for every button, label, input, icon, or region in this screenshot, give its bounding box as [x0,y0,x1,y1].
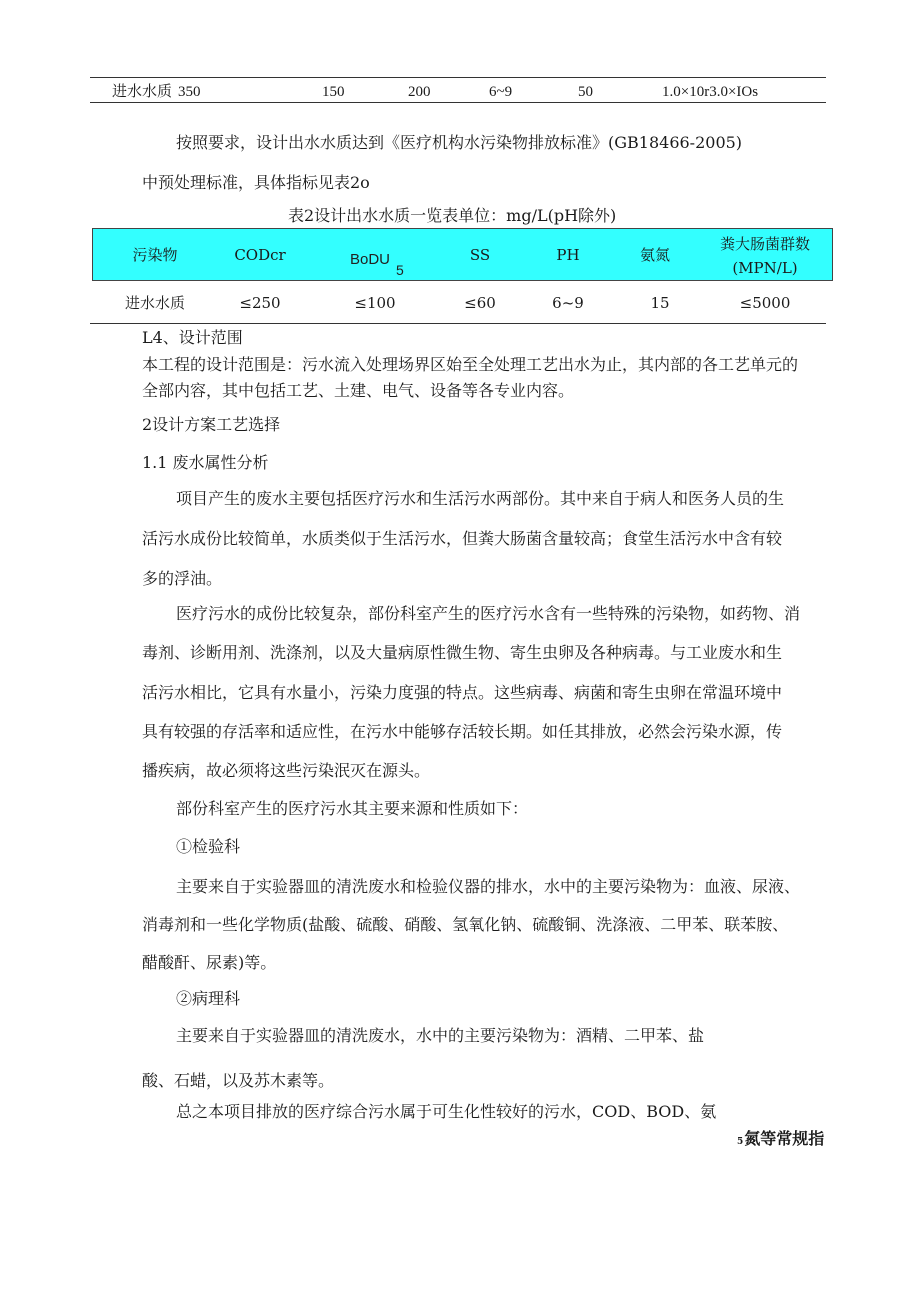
table2-caption: 表2设计出水水质一览表单位：mg/L(pH除外) [288,206,617,225]
table2-cell: 6~9 [552,294,584,312]
table2-header-cell: CODcr [234,246,286,264]
paragraph: 醋酸酐、尿素)等。 [142,953,277,972]
paragraph: 主要来自于实验器皿的清洗废水和检验仪器的排水，水中的主要污染物为：血液、尿液、 [176,877,801,896]
paragraph-tail-text: 氮等常规指 [744,1129,825,1148]
table1-top-rule [90,77,826,78]
paragraph: 具有较强的存活率和适应性，在污水中能够存活较长期。如任其排放，必然会污染水源，传 [142,722,783,741]
table2-cell: 15 [650,294,670,312]
table1-cell: 6~9 [489,84,513,100]
paragraph: 医疗污水的成份比较复杂，部份科室产生的医疗污水含有一些特殊的污染物，如药物、消 [176,604,801,623]
paragraph: 本工程的设计范围是：污水流入处理场界区始至全处理工艺出水为止，其内部的各工艺单元的 [142,355,799,374]
table1-bottom-rule [90,102,826,103]
table1-cell: 150 [322,84,345,100]
paragraph: 酸、石蜡，以及苏木素等。 [142,1071,335,1090]
paragraph: 部份科室产生的医疗污水其主要来源和性质如下： [176,799,529,818]
paragraph: 多的浮油。 [142,569,223,588]
paragraph: 消毒剂和一些化学物质(盐酸、硫酸、硝酸、氢氧化钠、硫酸铜、洗涤液、二甲苯、联苯胺、 [142,915,789,934]
section-heading: 2设计方案工艺选择 [142,415,281,434]
table2-bottom-rule [90,323,826,324]
table1-cell: 50 [578,84,593,100]
subheading: ①检验科 [176,837,241,856]
paragraph: 活污水成份比较简单，水质类似于生活污水，但粪大肠菌含量较高；食堂生活污水中含有较 [142,529,783,548]
table1-row-label: 进水水质 [112,84,173,100]
table2-header-subscript: 5 [396,262,404,278]
table2-header-cell: BoDU [349,251,390,268]
paragraph: 活污水相比，它具有水量小，污染力度强的特点。这些病毒、病菌和寄生虫卵在常温环境中 [142,683,783,702]
table2-cell: ≤5000 [739,294,791,312]
table2-header-cell: 粪大肠菌群数 [719,235,810,253]
paragraph-tail [737,1129,824,1152]
paragraph: 主要来自于实验器皿的清洗废水，水中的主要污染物为：酒精、二甲苯、盐 [176,1026,705,1045]
table1-cell: 1.0×10r3.0×IOs [662,84,759,100]
paragraph: 总之本项目排放的医疗综合污水属于可生化性较好的污水，COD、BOD、氨 [176,1102,717,1121]
table2-cell: ≤100 [354,294,396,312]
paragraph: 播疾病，故必须将这些污染泯灭在源头。 [142,761,431,780]
section-heading: 1.1 废水属性分析 [142,453,269,472]
paragraph-standard: 按照要求，设计出水水质达到《医疗机构水污染物排放标准》(GB18466-2005) [176,133,743,152]
table1-cell: 350 [178,84,201,100]
table2-header-cell: PH [556,246,580,264]
paragraph: 全部内容，其中包括工艺、土建、电气、设备等各专业内容。 [142,381,575,400]
table2-header-cell: (MPN/L) [732,259,798,277]
paragraph: 项目产生的废水主要包括医疗污水和生活污水两部份。其中来自于病人和医务人员的生 [176,489,785,508]
table2-header-cell: 氨氮 [639,246,670,264]
subheading: ②病理科 [176,989,241,1008]
paragraph-standard-cont: 中预处理标准，具体指标见表2o [142,173,370,192]
table2-cell: ≤60 [464,294,496,312]
section-heading: L4、设计范围 [142,328,243,347]
table2-cell: ≤250 [239,294,281,312]
table1-cell: 200 [408,84,431,100]
table2-header-cell: SS [469,246,491,264]
table2-row-label: 进水水质 [124,294,185,312]
paragraph: 毒剂、诊断用剂、洗涤剂，以及大量病原性微生物、寄生虫卵及各种病毒。与工业废水和生 [142,643,783,662]
table2-header-cell: 污染物 [132,246,178,264]
subscript: 5 [737,1137,744,1147]
